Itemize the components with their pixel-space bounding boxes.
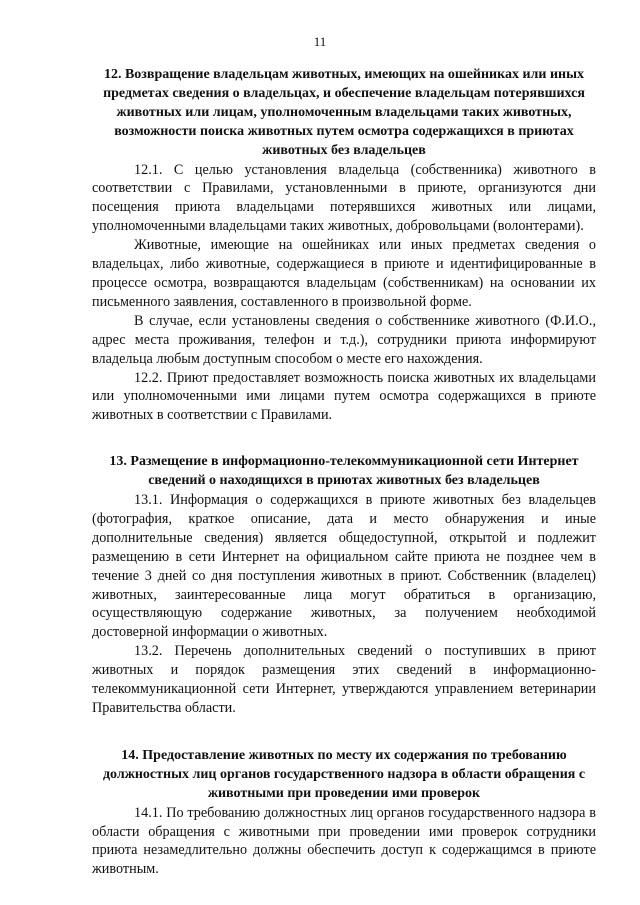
section-14 xyxy=(92,747,596,879)
paragraph: 13.1. Информация о содержащихся в приюте животных без владельцев (фотография, краткое описание, дата и место обнаружения и иные дополнительные сведения) является общедоступной, открытой и подлежит размещению в сети Интернет на официальном сайте приюта не позднее чем в течение 3 дней со дня поступления животных в приют. Собственник (владелец) животных, заинтересованные лица могут обратиться в организацию, осуществляющую содержание животных, за получением необходимой достоверной информации о животных. xyxy=(92,492,596,641)
paragraph: 14.1. По требованию должностных лиц органов государственного надзора в области обращения с животными при проведении ими проверок сотрудники приюта незамедлительно должны обеспечить доступ к содержащимся в приюте животным. xyxy=(92,804,596,878)
paragraph: Животные, имеющие на ошейниках или иных предметах сведения о владельцах, либо животные, содержащиеся в приюте и идентифицированные в процессе осмотра, возвращаются владельцам (собственникам) на основании их письменного заявления, составленного в произвольной форме. xyxy=(92,237,596,310)
section-heading: 12. Возвращение владельцам животных, имеющих на ошейниках или иных предметах сведения о владельцах, и обеспечение владельцам потерявшихся животных или лицам, уполномоченным владельцами таких животных, возможности поиска животных путем осмотра содержащихся в приютах животных без владельцев xyxy=(103,67,585,158)
section-12 xyxy=(92,66,596,425)
section-13 xyxy=(92,453,596,718)
paragraph: 13.2. Перечень дополнительных сведений о поступивших в приют животных и порядок размещения этих сведений в информационно-телекоммуникационной сети Интернет, утверждаются управлением ветеринарии Правительства области. xyxy=(92,643,596,716)
paragraph: В случае, если установлены сведения о собственнике животного (Ф.И.О., адрес места проживания, телефон и т.д.), сотрудники приюта информируют владельца любым доступным способом о месте его нахождения. xyxy=(92,312,596,367)
page-number: 11 xyxy=(313,34,327,49)
section-heading: 14. Предоставление животных по месту их содержания по требованию должностных лиц органов государственного надзора в области обращения с животными при проведении ими проверок xyxy=(102,747,586,801)
document-body xyxy=(92,66,596,879)
section-heading: 13. Размещение в информационно-телекоммуникационной сети Интернет сведений о находящихся в приютах животных без владельцев xyxy=(109,454,579,489)
paragraph: 12.2. Приют предоставляет возможность поиска животных их владельцами или уполномоченными ими лицами путем осмотра содержащихся в приюте животных в соответствии с Правилами. xyxy=(92,369,596,424)
section-spacer xyxy=(92,425,596,453)
section-spacer xyxy=(92,718,596,747)
paragraph: 12.1. С целью установления владельца (собственника) животного в соответствии с Правилами, установленными в приюте, организуются дни посещения приюта владельцами потерявшихся животных или лицами, уполномоченными владельцами таких животных, добровольцами (волонтерами). xyxy=(92,161,596,235)
